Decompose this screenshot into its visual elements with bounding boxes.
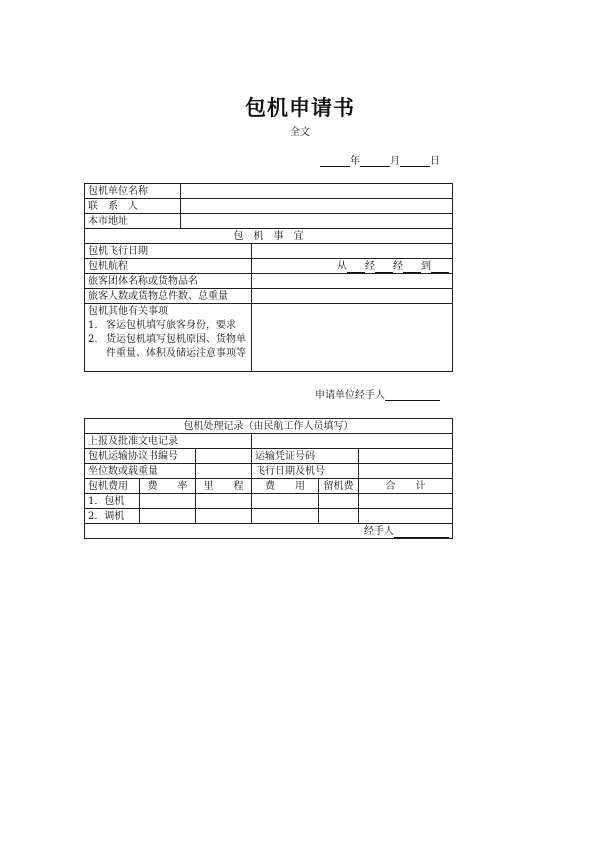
- report-field[interactable]: [252, 434, 453, 449]
- detention-header: 留机费: [319, 479, 359, 494]
- applicant-field[interactable]: [181, 184, 453, 199]
- charter-distance-field[interactable]: [196, 494, 252, 509]
- table-row: [85, 244, 453, 259]
- reposition-row-label: 2．调机: [85, 509, 140, 524]
- month-blank[interactable]: [360, 155, 390, 167]
- note-item: 1. 客运包机填写旅客身份，要求: [88, 320, 236, 331]
- route-field[interactable]: [252, 259, 453, 274]
- day-label: 日: [430, 156, 440, 167]
- address-field[interactable]: [181, 214, 453, 229]
- charter-matters-header: 包 机 事 宜: [85, 229, 453, 244]
- other-matters-title: 包机其他有关事项: [88, 306, 168, 317]
- page-subtitle: 全文: [290, 127, 310, 138]
- note-item: 2. 货运包机填写包机原因、货物单件重量、体积及储运注意事项等: [88, 334, 246, 359]
- route-via-2: 经: [393, 260, 403, 272]
- voucher-no-label: 运输凭证号码: [252, 449, 359, 464]
- count-weight-label: 旅客人数或货物总件数、总重量: [85, 289, 252, 304]
- reposition-distance-field[interactable]: [196, 509, 252, 524]
- applicant-handler-line: [0, 386, 440, 401]
- charter-processing-table: [84, 418, 453, 539]
- total-header: 合 计: [359, 479, 453, 494]
- other-matters-cell: [85, 304, 252, 372]
- agreement-no-label: 包机运输协议书编号: [85, 449, 196, 464]
- charter-rate-field[interactable]: [140, 494, 196, 509]
- staff-handler-label: 经手人: [364, 525, 394, 537]
- table-row: [85, 304, 453, 372]
- passenger-cargo-name-label: 旅客团体名称或货物品名: [85, 274, 252, 289]
- seats-load-field[interactable]: [196, 464, 252, 479]
- table-row: [85, 214, 453, 229]
- table-row: [85, 434, 453, 449]
- applicant-label: 包机单位名称: [85, 184, 181, 199]
- applicant-handler-label: 申请单位经手人: [315, 390, 385, 401]
- charter-application-table: [84, 183, 453, 372]
- reposition-detention-field[interactable]: [319, 509, 359, 524]
- table-row: [85, 479, 453, 494]
- table-row: [85, 274, 453, 289]
- fee-label: 包机费用: [85, 479, 140, 494]
- count-weight-field[interactable]: [252, 289, 453, 304]
- date-line: [0, 152, 440, 167]
- month-label: 月: [390, 156, 400, 167]
- other-matters-notes: [88, 319, 248, 361]
- staff-handler-blank[interactable]: [394, 526, 449, 538]
- fee-header: 费 用: [252, 479, 319, 494]
- charter-fee-field[interactable]: [252, 494, 319, 509]
- table-row: [85, 419, 453, 434]
- agreement-no-field[interactable]: [196, 449, 252, 464]
- table-row: [85, 229, 453, 244]
- applicant-handler-blank[interactable]: [385, 389, 440, 401]
- flight-date-label: 包机飞行日期: [85, 244, 252, 259]
- passenger-cargo-name-field[interactable]: [252, 274, 453, 289]
- table-row: [85, 464, 453, 479]
- voucher-no-field[interactable]: [359, 449, 453, 464]
- reposition-total-field[interactable]: [359, 509, 453, 524]
- route-via-1: 经: [365, 260, 375, 272]
- reposition-fee-field[interactable]: [252, 509, 319, 524]
- table-row: [85, 494, 453, 509]
- table-row: [85, 289, 453, 304]
- flight-date-field[interactable]: [252, 244, 453, 259]
- page-title: 包机申请书: [245, 95, 355, 120]
- flight-date-no-field[interactable]: [359, 464, 453, 479]
- table-row: [85, 449, 453, 464]
- contact-field[interactable]: [181, 199, 453, 214]
- route-from: 从: [337, 260, 347, 272]
- charter-detention-field[interactable]: [319, 494, 359, 509]
- flight-date-no-label: 飞行日期及机号: [252, 464, 359, 479]
- table-row: [85, 259, 453, 274]
- year-blank[interactable]: [320, 155, 350, 167]
- reposition-rate-field[interactable]: [140, 509, 196, 524]
- distance-header: 里 程: [196, 479, 252, 494]
- rate-header: 费 率: [140, 479, 196, 494]
- report-label: 上报及批准文电记录: [85, 434, 252, 449]
- route-label: 包机航程: [85, 259, 252, 274]
- route-to: 到: [421, 260, 431, 272]
- seats-load-label: 坐位数或载重量: [85, 464, 196, 479]
- table-row: [85, 524, 453, 539]
- processing-header: 包机处理记录（由民航工作人员填写）: [85, 419, 453, 434]
- table-row: [85, 509, 453, 524]
- day-blank[interactable]: [400, 155, 430, 167]
- other-matters-field[interactable]: [252, 304, 453, 372]
- year-label: 年: [350, 156, 360, 167]
- charter-total-field[interactable]: [359, 494, 453, 509]
- address-label: 本市地址: [85, 214, 181, 229]
- contact-label: 联 系 人: [85, 199, 181, 214]
- table-row: [85, 199, 453, 214]
- table-row: [85, 184, 453, 199]
- charter-row-label: 1．包机: [85, 494, 140, 509]
- staff-handler-cell: [85, 524, 453, 539]
